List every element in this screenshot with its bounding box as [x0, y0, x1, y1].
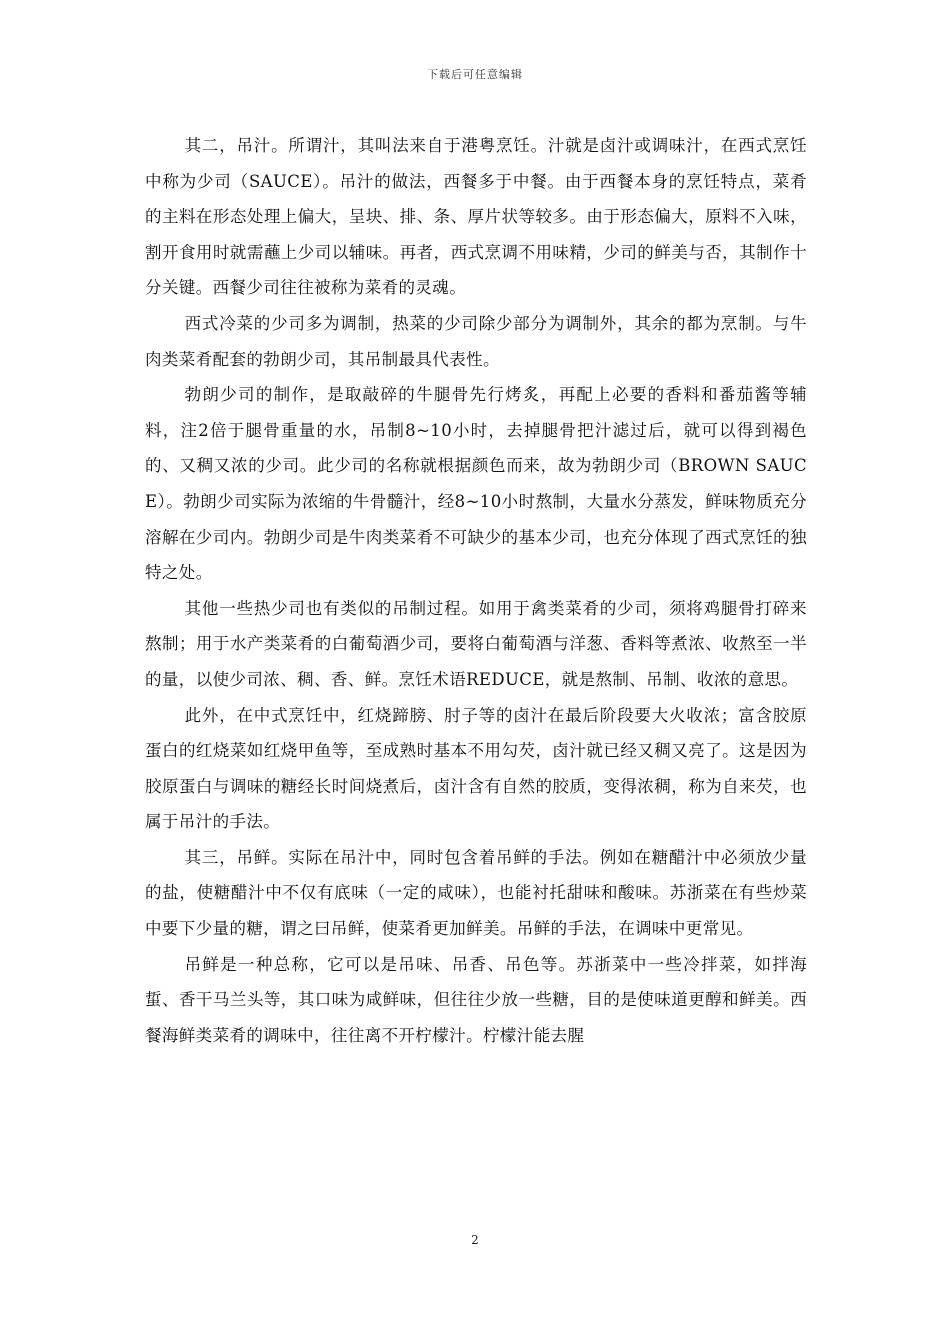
paragraph-7: 吊鲜是一种总称，它可以是吊味、吊香、吊色等。苏浙菜中一些冷拌菜，如拌海蜇、香干马兰头等，其口味为咸鲜味，但往往少放一些糖，目的是使味道更醇和鲜美。西餐海鲜类菜肴的调味中，往往离不开柠檬汁。柠檬汁能去腥 — [145, 954, 807, 1045]
paragraph-3: 勃朗少司的制作，是取敲碎的牛腿骨先行烤炙，再配上必要的香料和番茄酱等辅料，注2倍于腿骨重量的水，吊制8~10小时，去掉腿骨把汁滤过后，就可以得到褐色的、又稠又浓的少司。此少司的名称就根据颜色而来，故为勃朗少司（BROWN SAUCE）。勃朗少司实际为浓缩的牛骨髓汁，经8~10小时熬制，大量水分蒸发，鲜味物质充分溶解在少司内。勃朗少司是牛肉类菜肴不可缺少的基本少司，也充分体现了西式烹饪的独特之处。 — [145, 385, 807, 583]
paragraph-2: 西式冷菜的少司多为调制，热菜的少司除少部分为调制外，其余的都为烹制。与牛肉类菜肴配套的勃朗少司，其吊制最具代表性。 — [145, 313, 807, 369]
paragraph-1: 其二，吊汁。所谓汁，其叫法来自于港粤烹饪。汁就是卤汁或调味汁，在西式烹饪中称为少司（SAUCE）。吊汁的做法，西餐多于中餐。由于西餐本身的烹饪特点，菜肴的主料在形态处理上偏大，呈块、排、条、厚片状等较多。由于形态偏大，原料不入味，割开食用时就需蘸上少司以辅味。再者，西式烹调不用味精，少司的鲜美与否，其制作十分关键。西餐少司往往被称为菜肴的灵魂。 — [145, 136, 807, 298]
page-header: 下载后可任意编辑 — [427, 68, 523, 81]
document-body — [145, 128, 807, 1053]
paragraph-6: 其三，吊鲜。实际在吊汁中，同时包含着吊鲜的手法。例如在糖醋汁中必须放少量的盐，使糖醋汁中不仅有底味（一定的咸味），也能衬托甜味和酸味。苏浙菜在有些炒菜中要下少量的糖，谓之曰吊鲜，使菜肴更加鲜美。吊鲜的手法，在调味中更常见。 — [145, 847, 807, 939]
page-number: 2 — [471, 1233, 479, 1247]
paragraph-5: 此外，在中式烹饪中，红烧蹄膀、肘子等的卤汁在最后阶段要大火收浓；富含胶原蛋白的红烧菜如红烧甲鱼等，至成熟时基本不用勾芡，卤汁就已经又稠又亮了。这是因为胶原蛋白与调味的糖经长时间烧煮后，卤汁含有自然的胶质，变得浓稠，称为自来芡，也属于吊汁的手法。 — [145, 705, 807, 832]
paragraph-4: 其他一些热少司也有类似的吊制过程。如用于禽类菜肴的少司，须将鸡腿骨打碎来熬制；用于水产类菜肴的白葡萄酒少司，要将白葡萄酒与洋葱、香料等煮浓、收熬至一半的量，以使少司浓、稠、香、鲜。烹饪术语REDUCE，就是熬制、吊制、收浓的意思。 — [145, 598, 807, 689]
